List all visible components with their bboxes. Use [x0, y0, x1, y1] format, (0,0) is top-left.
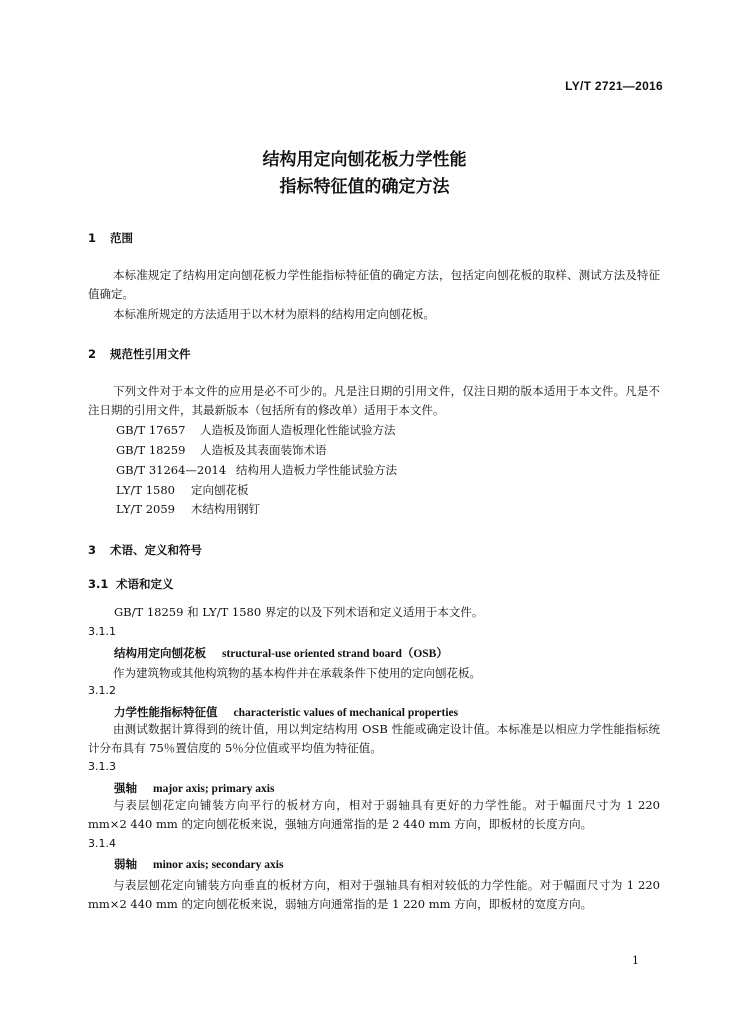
reference-item [116, 501, 260, 517]
reference-item [116, 422, 396, 438]
term-definition: 与表层刨花定向铺装方向平行的板材方向，相对于弱轴具有更好的力学性能。对于幅面尺寸为 1 220 mm×2 440 mm 的定向刨花板来说，强轴方向通常指的是 2 440 mm 方向，即板材的长度方向。 [88, 798, 660, 831]
reference-title: 定向刨花板 [191, 483, 249, 497]
term-number: 3.1.1 [88, 625, 116, 638]
section-number: 3 [88, 543, 97, 557]
reference-code: GB/T 18259 [116, 443, 186, 457]
subsection-3-1-intro: GB/T 18259 和 LY/T 1580 界定的以及下列术语和定义适用于本文件。 [114, 605, 484, 619]
reference-title: 木结构用钢钉 [191, 502, 260, 516]
reference-title: 人造板及饰面人造板理化性能试验方法 [200, 423, 396, 437]
section-title: 规范性引用文件 [110, 347, 191, 361]
subsection-3-1-heading [88, 576, 174, 592]
subsection-title: 术语和定义 [116, 577, 174, 591]
reference-code: LY/T 2059 [116, 502, 175, 516]
term-zh: 强轴 [114, 781, 137, 795]
section-2-heading [88, 346, 191, 362]
term-en: minor axis; secondary axis [153, 859, 284, 871]
term-heading [114, 645, 448, 661]
subsection-number: 3.1 [88, 577, 109, 591]
document-title-line-1: 结构用定向刨花板力学性能 [262, 150, 467, 170]
term-zh: 力学性能指标特征值 [114, 705, 218, 719]
standard-code: LY/T 2721—2016 [565, 79, 663, 93]
reference-item [116, 442, 327, 458]
term-heading [114, 704, 458, 720]
term-number: 3.1.3 [88, 760, 116, 773]
term-zh: 弱轴 [114, 857, 137, 871]
section-2-intro: 下列文件对于本文件的应用是必不可少的。凡是注日期的引用文件，仅注日期的版本适用于本文件。凡是不注日期的引用文件，其最新版本（包括所有的修改单）适用于本文件。 [88, 384, 660, 417]
reference-code: GB/T 17657 [116, 423, 186, 437]
term-definition: 与表层刨花定向铺装方向垂直的板材方向，相对于强轴具有相对较低的力学性能。对于幅面尺寸为 1 220 mm×2 440 mm 的定向刨花板来说，弱轴方向通常指的是 1 220 mm 方向，即板材的宽度方向。 [88, 878, 660, 911]
reference-title: 结构用人造板力学性能试验方法 [236, 463, 397, 477]
section-3-heading [88, 542, 202, 558]
section-title: 术语、定义和符号 [110, 543, 202, 557]
term-number: 3.1.2 [88, 684, 116, 697]
term-definition: 作为建筑物或其他构筑物的基本构件并在承载条件下使用的定向刨花板。 [113, 666, 481, 680]
section-1-paragraph-1: 本标准规定了结构用定向刨花板力学性能指标特征值的确定方法，包括定向刨花板的取样、测试方法及特征值确定。 [88, 268, 660, 301]
section-1-heading [88, 230, 133, 246]
term-number: 3.1.4 [88, 837, 116, 850]
term-zh: 结构用定向刨花板 [114, 646, 206, 660]
reference-code: GB/T 31264—2014 [116, 463, 227, 477]
section-title: 范围 [110, 231, 133, 245]
reference-code: LY/T 1580 [116, 483, 175, 497]
section-number: 1 [88, 231, 97, 245]
reference-title: 人造板及其表面装饰术语 [200, 443, 327, 457]
term-definition: 由测试数据计算得到的统计值，用以判定结构用 OSB 性能或确定设计值。本标准是以相应力学性能指标统计分布具有 75％置信度的 5％分位值或平均值为特征值。 [88, 722, 660, 755]
document-title-line-2: 指标特征值的确定方法 [279, 177, 450, 197]
page-number: 1 [632, 954, 639, 967]
term-heading [114, 780, 274, 796]
section-number: 2 [88, 347, 97, 361]
term-en: major axis; primary axis [153, 783, 275, 795]
reference-item [116, 482, 249, 498]
term-en: characteristic values of mechanical properties [233, 707, 459, 719]
reference-item [116, 462, 397, 478]
term-en: structural-use oriented strand board（OSB） [222, 648, 448, 660]
term-heading [114, 856, 283, 872]
section-1-paragraph-2: 本标准所规定的方法适用于以木材为原料的结构用定向刨花板。 [113, 307, 435, 321]
